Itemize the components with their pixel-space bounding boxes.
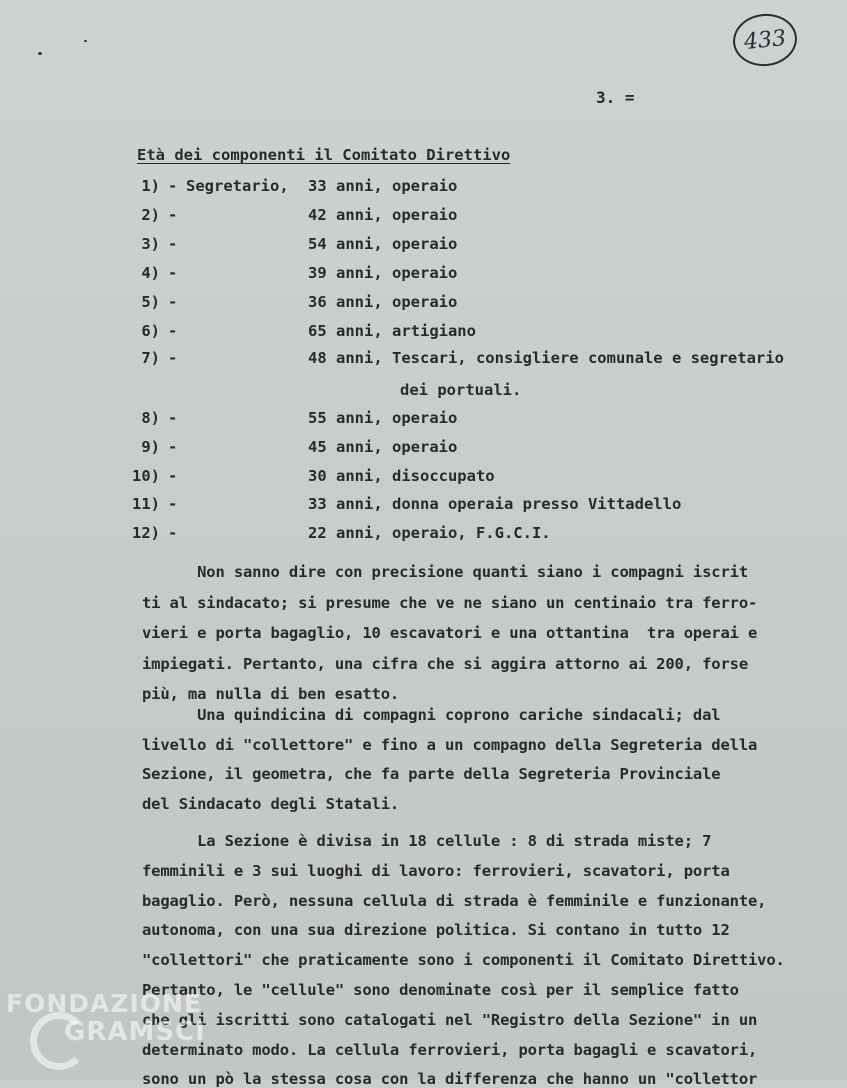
member-dash: - — [168, 235, 178, 253]
archive-number-stamp: 433 — [730, 11, 799, 69]
paragraph-line: ti al sindacato; si presume che ve ne siano un centinaio tra ferro- — [142, 594, 758, 612]
member-number: 12) — [132, 524, 160, 542]
member-number: 7) — [141, 349, 160, 367]
paragraph-line: autonoma, con una sua direzione politica. Si contano in tutto 12 — [142, 921, 730, 939]
member-description-continued: dei portuali. — [400, 381, 522, 399]
member-dash: - — [168, 322, 178, 340]
member-dash: - — [168, 495, 178, 513]
member-number: 2) — [141, 206, 160, 224]
member-role: Segretario, — [186, 177, 289, 195]
paragraph-line: Sezione, il geometra, che fa parte della Segreteria Provinciale — [142, 765, 721, 783]
member-number: 1) — [141, 177, 160, 195]
paragraph-line: bagaglio. Però, nessuna cellula di strada è femminile e funzionante, — [142, 892, 767, 910]
paragraph-line: La Sezione è divisa in 18 cellule : 8 di strada miste; 7 — [142, 832, 712, 850]
paragraph-line: del Sindacato degli Statali. — [142, 795, 400, 813]
paragraph-line: femminili e 3 sui luoghi di lavoro: ferrovieri, scavatori, porta — [142, 862, 730, 880]
member-description: 65 anni, artigiano — [308, 322, 476, 340]
member-number: 9) — [141, 438, 160, 456]
member-description: 45 anni, operaio — [308, 438, 458, 456]
member-dash: - — [168, 264, 178, 282]
member-number: 8) — [141, 409, 160, 427]
member-dash: - — [168, 177, 178, 195]
ink-speck — [84, 40, 87, 42]
watermark-line-2: GRAMSCI — [64, 1017, 206, 1047]
member-number: 4) — [141, 264, 160, 282]
watermark-line-1: FONDAZIONE — [6, 989, 203, 1018]
member-description: 54 anni, operaio — [308, 235, 458, 253]
paragraph-line: Non sanno dire con precisione quanti siano i compagni iscrit — [142, 563, 748, 581]
paragraph-line: più, ma nulla di ben esatto. — [142, 685, 400, 703]
member-number: 10) — [132, 467, 160, 485]
member-number: 11) — [132, 495, 160, 513]
member-description: 42 anni, operaio — [308, 206, 458, 224]
member-dash: - — [168, 438, 178, 456]
paragraph-line: Una quindicina di compagni coprono cariche sindacali; dal — [142, 706, 721, 724]
paragraph-line: livello di "collettore" e fino a un compagno della Segreteria della — [142, 736, 758, 754]
member-dash: - — [168, 206, 178, 224]
section-heading: Età dei componenti il Comitato Direttivo — [137, 146, 511, 164]
member-number: 5) — [141, 293, 160, 311]
paragraph-line: determinato modo. La cellula ferrovieri, porta bagagli e scavatori, — [142, 1041, 758, 1059]
member-description: 22 anni, operaio, F.G.C.I. — [308, 524, 551, 542]
paragraph-line: Pertanto, le "cellule" sono denominate così per il semplice fatto — [142, 981, 739, 999]
ink-speck — [38, 52, 42, 55]
member-description: 39 anni, operaio — [308, 264, 458, 282]
member-dash: - — [168, 524, 178, 542]
member-dash: - — [168, 349, 178, 367]
member-dash: - — [168, 467, 178, 485]
member-description: 33 anni, operaio — [308, 177, 458, 195]
member-description: 48 anni, Tescari, consigliere comunale e segretario — [308, 349, 784, 367]
member-description: 30 anni, disoccupato — [308, 467, 495, 485]
paragraph-line: vieri e porta bagaglio, 10 escavatori e una ottantina tra operai e — [142, 624, 758, 642]
page-number: 3. = — [596, 88, 635, 107]
member-dash: - — [168, 409, 178, 427]
member-description: 33 anni, donna operaia presso Vittadello — [308, 495, 682, 513]
paragraph-line: sono un pò la stessa cosa con la differenza che hanno un "collettor — [142, 1070, 758, 1088]
paragraph-line: che gli iscritti sono catalogati nel "Registro della Sezione" in un — [142, 1011, 758, 1029]
watermark-logo-icon — [30, 1012, 88, 1070]
member-number: 3) — [141, 235, 160, 253]
paragraph-line: "collettori" che praticamente sono i componenti il Comitato Direttivo. — [142, 951, 785, 969]
member-dash: - — [168, 293, 178, 311]
member-number: 6) — [141, 322, 160, 340]
member-description: 36 anni, operaio — [308, 293, 458, 311]
paragraph-line: impiegati. Pertanto, una cifra che si aggira attorno ai 200, forse — [142, 655, 748, 673]
member-description: 55 anni, operaio — [308, 409, 458, 427]
